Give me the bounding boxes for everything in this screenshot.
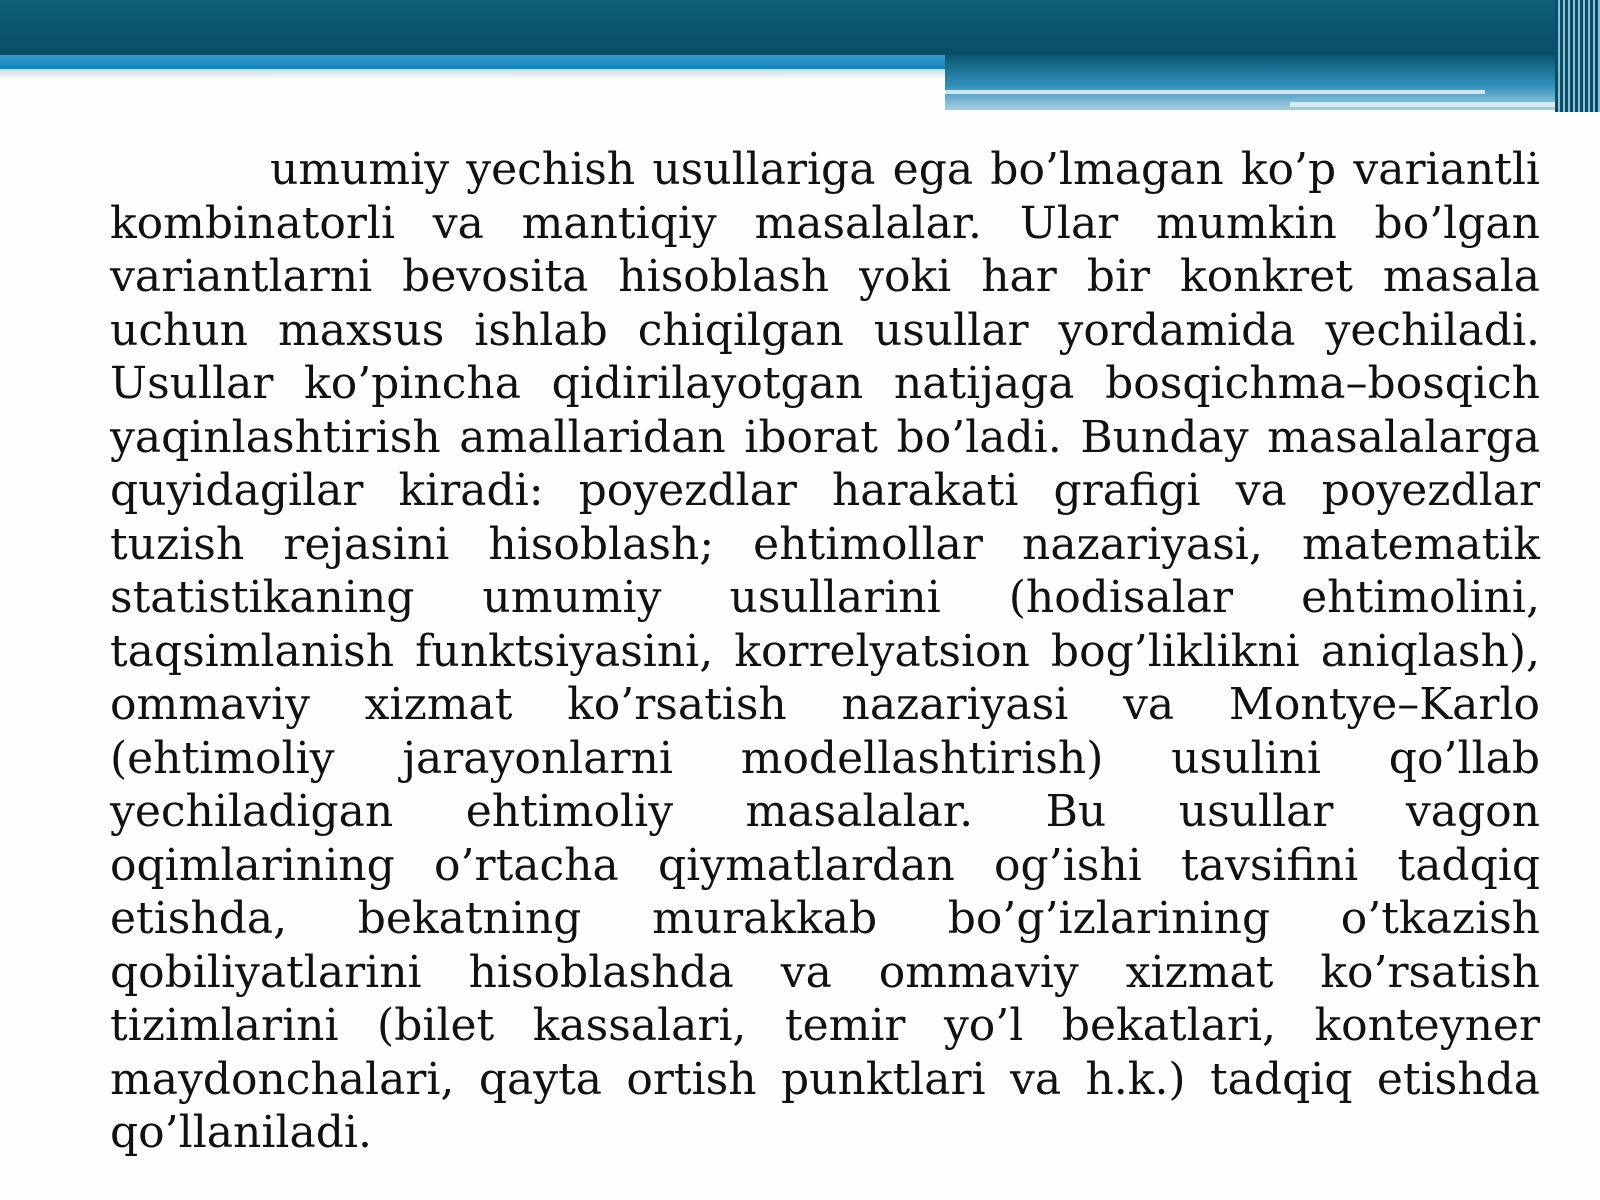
- header-right-stripe-lower: [1290, 102, 1565, 107]
- header-edge-lines: [1555, 0, 1600, 112]
- header-band-shadow: [0, 69, 945, 79]
- slide-body-text: umumiy yechish usullariga ega bo’lmagan ko’p variantli kombinatorli va mantiqiy masalalar. Ular mumkin bo’lgan variantlarni bevosita hisoblash yoki har bir konkret masala uchun maxsus ishlab chiqilgan usullar yordamida yechiladi. Usullar ko’pincha qidirilayotgan natijaga bosqichma–bosqich yaqinlashtirish amallaridan iborat bo’ladi. Bunday masalalarga quyidagilar kiradi: poyezdlar harakati grafigi va poyezdlar tuzish rejasini hisoblash; ehtimollar nazariyasi, matematik statistikaning umumiy usullarini (hodisalar ehtimolini, taqsimlanish funktsiyasini, korrelyatsion bog’liklikni aniqlash), ommaviy xizmat ko’rsatish nazariyasi va Montye–Karlo (ehtimoliy jarayonlarni modellashtirish) usulini qo’llab yechiladigan ehtimoliy masalalar. Bu usullar vagon oqimlarining o’rtacha qiymatlardan og’ishi tavsifini tadqiq etishda, bekatning murakkab bo’g’izlarining o’tkazish qobiliyatlarini hisoblashda va ommaviy xizmat ko’rsatish tizimlarini (bilet kassalari, temir yo’l bekatlari, konteyner maydonchalari, qayta ortish punktlari va h.k.) tadqiq etishda qo’llaniladi.: [110, 144, 1540, 1158]
- header-light-band: [0, 55, 945, 69]
- slide-header-banner: [0, 0, 1600, 120]
- header-right-stripe: [945, 90, 1485, 94]
- header-dark-band: [0, 0, 1600, 55]
